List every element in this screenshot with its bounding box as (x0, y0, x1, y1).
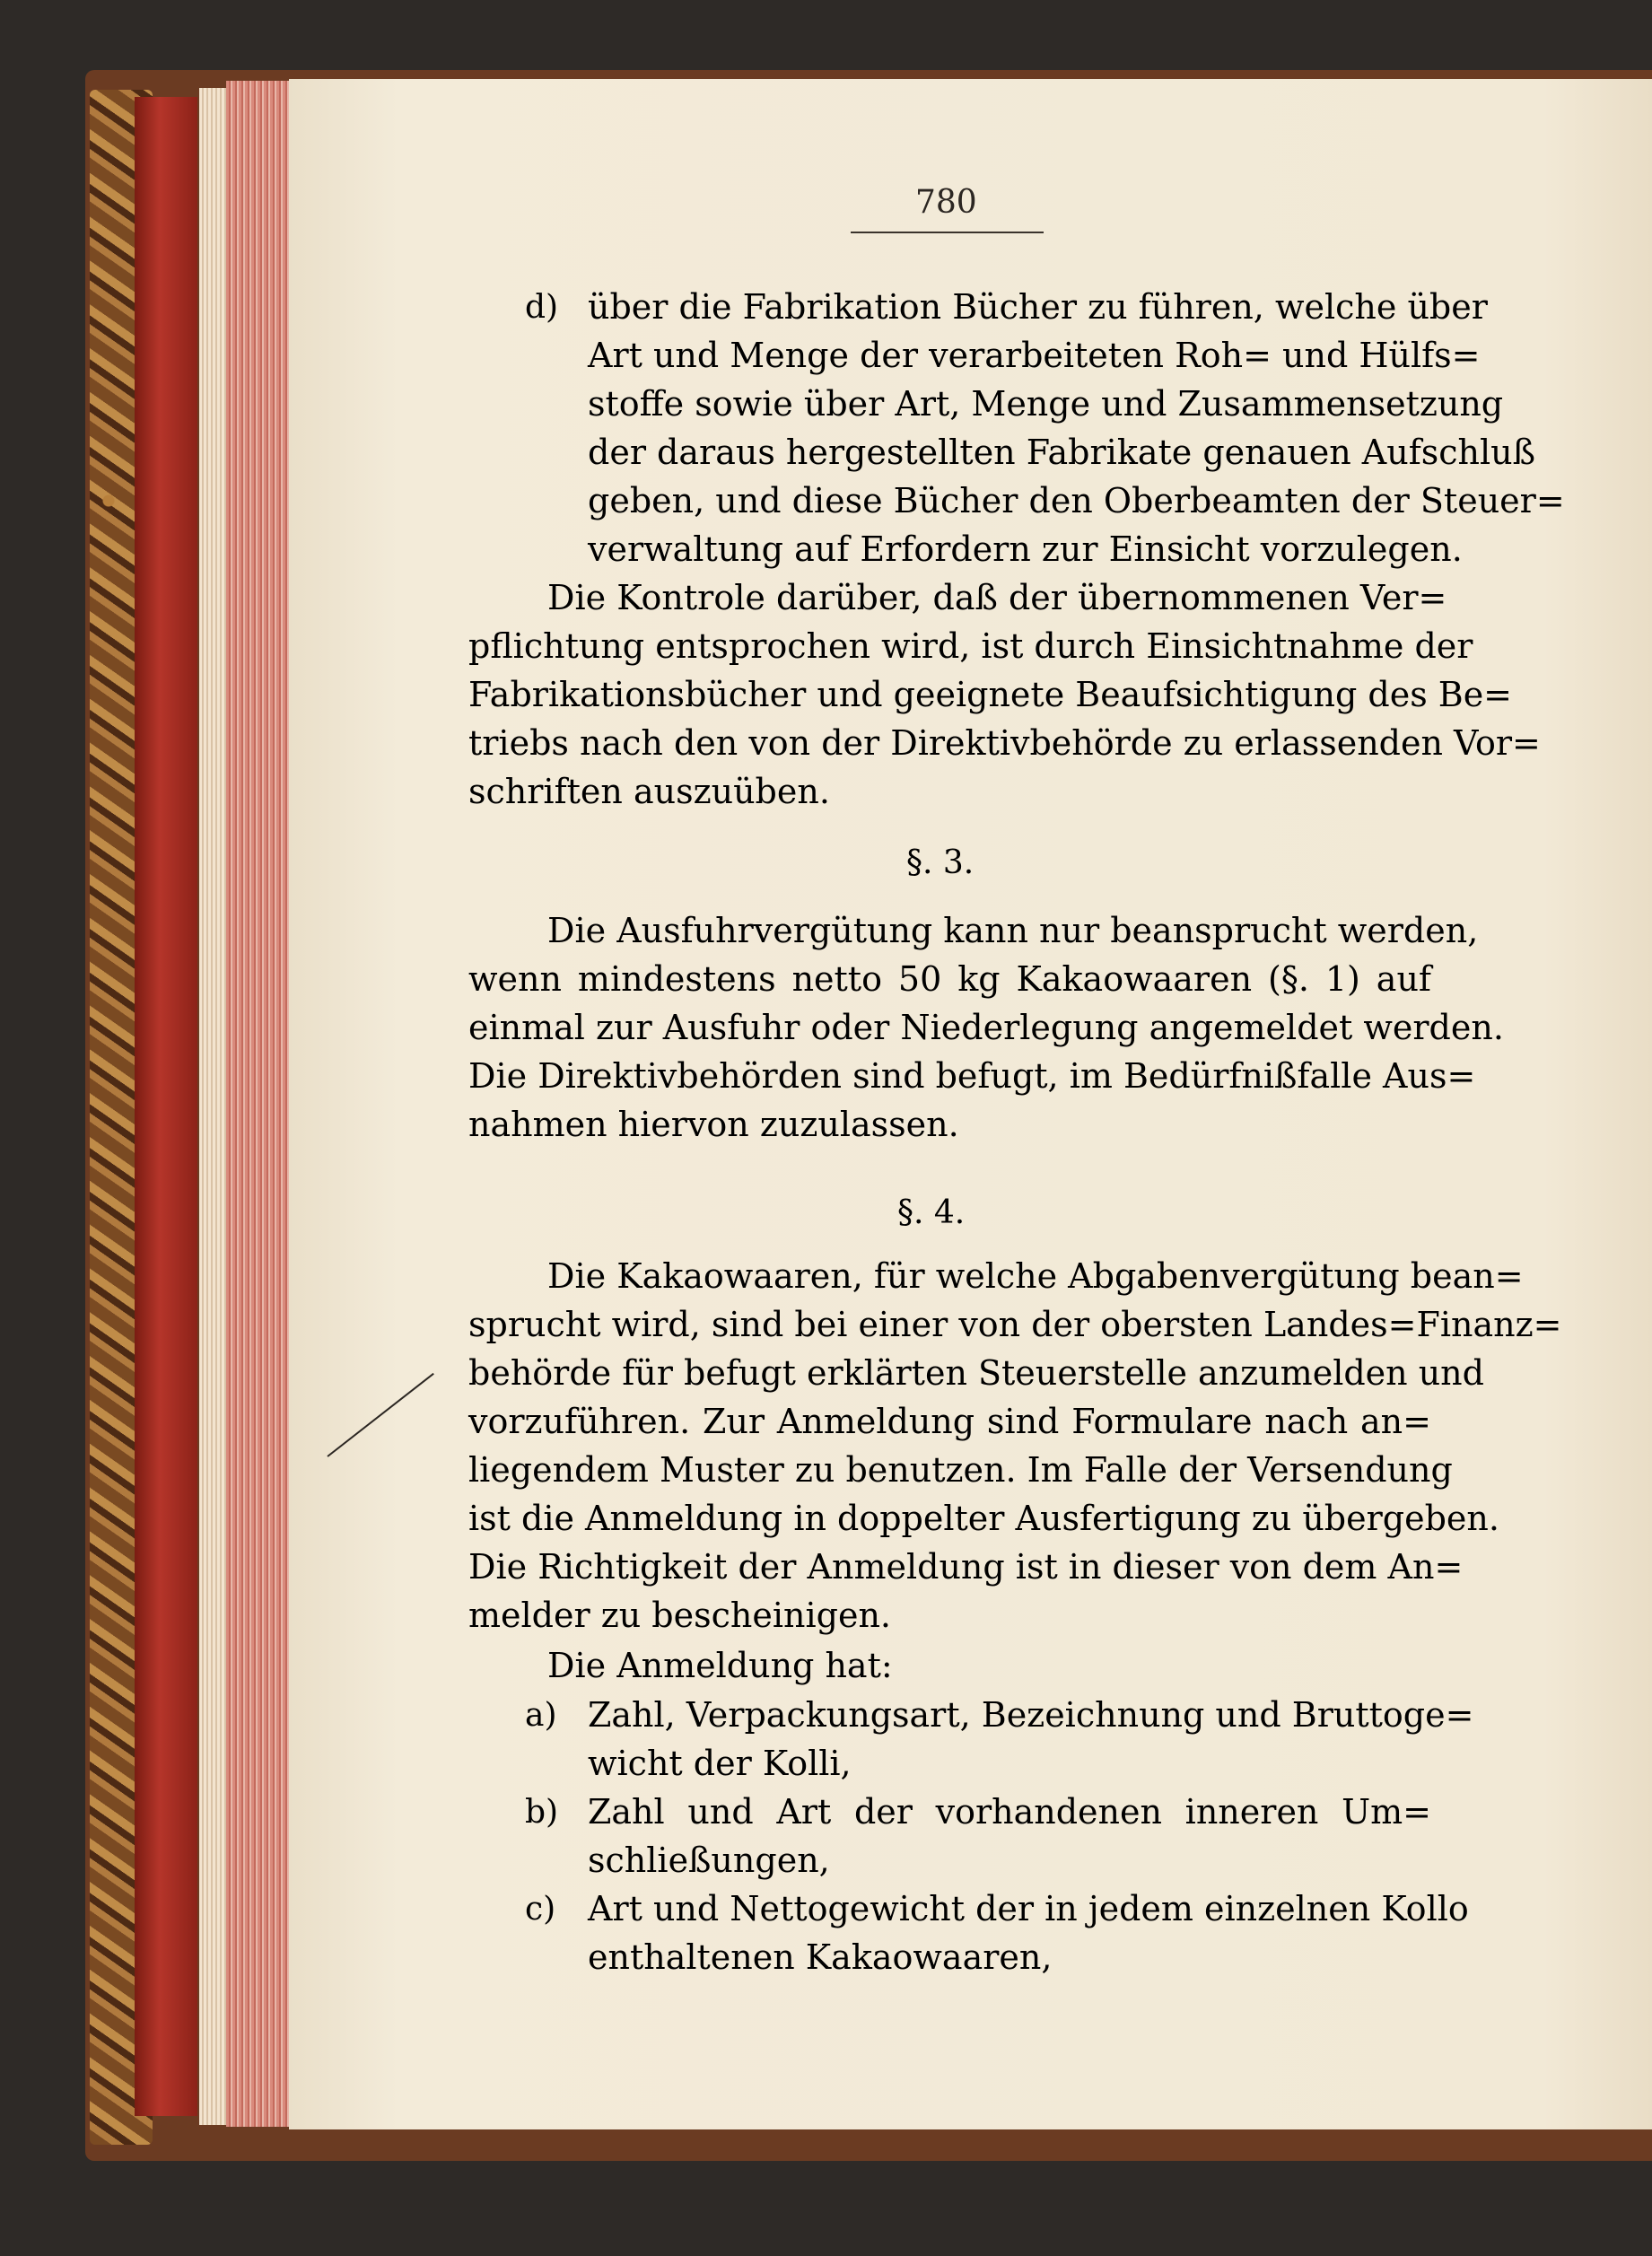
section-4-line: Die Kakaowaaren, für welche Abgabenvergütung bean= (547, 1256, 1524, 1296)
red-page-edges (226, 81, 289, 2127)
item-b-line: schließungen, (588, 1841, 830, 1880)
red-book-edge (135, 97, 197, 2116)
page-stack-edge (199, 88, 226, 2125)
paragraph-line: Fabrikationsbücher und geeignete Beaufsichtigung des Be= (468, 675, 1513, 714)
item-d-line: geben, und diese Bücher den Oberbeamten der Steuer= (588, 481, 1565, 520)
item-a-line: wicht der Kolli, (588, 1744, 852, 1783)
item-d-line: der daraus hergestellten Fabrikate genauen Aufschluß (588, 433, 1536, 472)
paragraph-line: schriften auszuüben. (468, 772, 830, 811)
section-3-line: nahmen hiervon zuzulassen. (468, 1105, 959, 1144)
item-a-line: Zahl, Verpackungsart, Bezeichnung und Bruttoge= (588, 1695, 1474, 1735)
item-a-label: a) (525, 1697, 557, 1734)
item-c-line: enthaltenen Kakaowaaren, (588, 1937, 1053, 1977)
page-number-rule (851, 232, 1044, 233)
item-d-line: über die Fabrikation Bücher zu führen, welche über (588, 287, 1488, 327)
section-4-heading: §. 4. (897, 1194, 966, 1231)
item-b-label: b) (525, 1794, 559, 1831)
section-3-line: wenn mindestens netto 50 kg Kakaowaaren (§. 1) auf (468, 959, 1431, 999)
item-d-line: stoffe sowie über Art, Menge und Zusammensetzung (588, 384, 1504, 424)
item-d-line: verwaltung auf Erfordern zur Einsicht vorzulegen. (588, 529, 1463, 569)
paragraph-line: pflichtung entsprochen wird, ist durch Einsichtnahme der (468, 626, 1473, 666)
section-4-line: ist die Anmeldung in doppelter Ausfertigung zu übergeben. (468, 1499, 1499, 1538)
paragraph-line: triebs nach den von der Direktivbehörde zu erlassenden Vor= (468, 723, 1541, 763)
section-4-line: melder zu bescheinigen. (468, 1596, 892, 1635)
item-d-line: Art und Menge der verarbeiteten Roh= und Hülfs= (588, 336, 1481, 375)
item-c-label: c) (525, 1891, 556, 1928)
item-b-line: Zahl und Art der vorhandenen inneren Um= (588, 1792, 1431, 1832)
section-3-line: einmal zur Ausfuhr oder Niederlegung angemeldet werden. (468, 1008, 1504, 1047)
section-3-heading: §. 3. (906, 844, 975, 881)
section-4-line: Die Richtigkeit der Anmeldung ist in dieser von dem An= (468, 1547, 1464, 1587)
section-3-line: Die Direktivbehörden sind befugt, im Bedürfnißfalle Aus= (468, 1056, 1476, 1096)
section-4-line: vorzuführen. Zur Anmeldung sind Formulare nach an= (468, 1402, 1431, 1441)
item-d-label: d) (525, 289, 559, 326)
page-number: 780 (915, 184, 977, 221)
item-c-line: Art und Nettogewicht der in jedem einzelnen Kollo (588, 1889, 1469, 1928)
paragraph-line: Die Kontrole darüber, daß der übernommenen Ver= (547, 578, 1447, 617)
section-4-line: sprucht wird, sind bei einer von der obersten Landes=Finanz= (468, 1305, 1562, 1344)
anmeldung-intro: Die Anmeldung hat: (547, 1646, 893, 1685)
section-3-line: Die Ausfuhrvergütung kann nur beansprucht werden, (547, 911, 1479, 950)
section-4-line: liegendem Muster zu benutzen. Im Falle der Versendung (468, 1450, 1453, 1490)
section-4-line: behörde für befugt erklärten Steuerstelle anzumelden und (468, 1353, 1484, 1393)
